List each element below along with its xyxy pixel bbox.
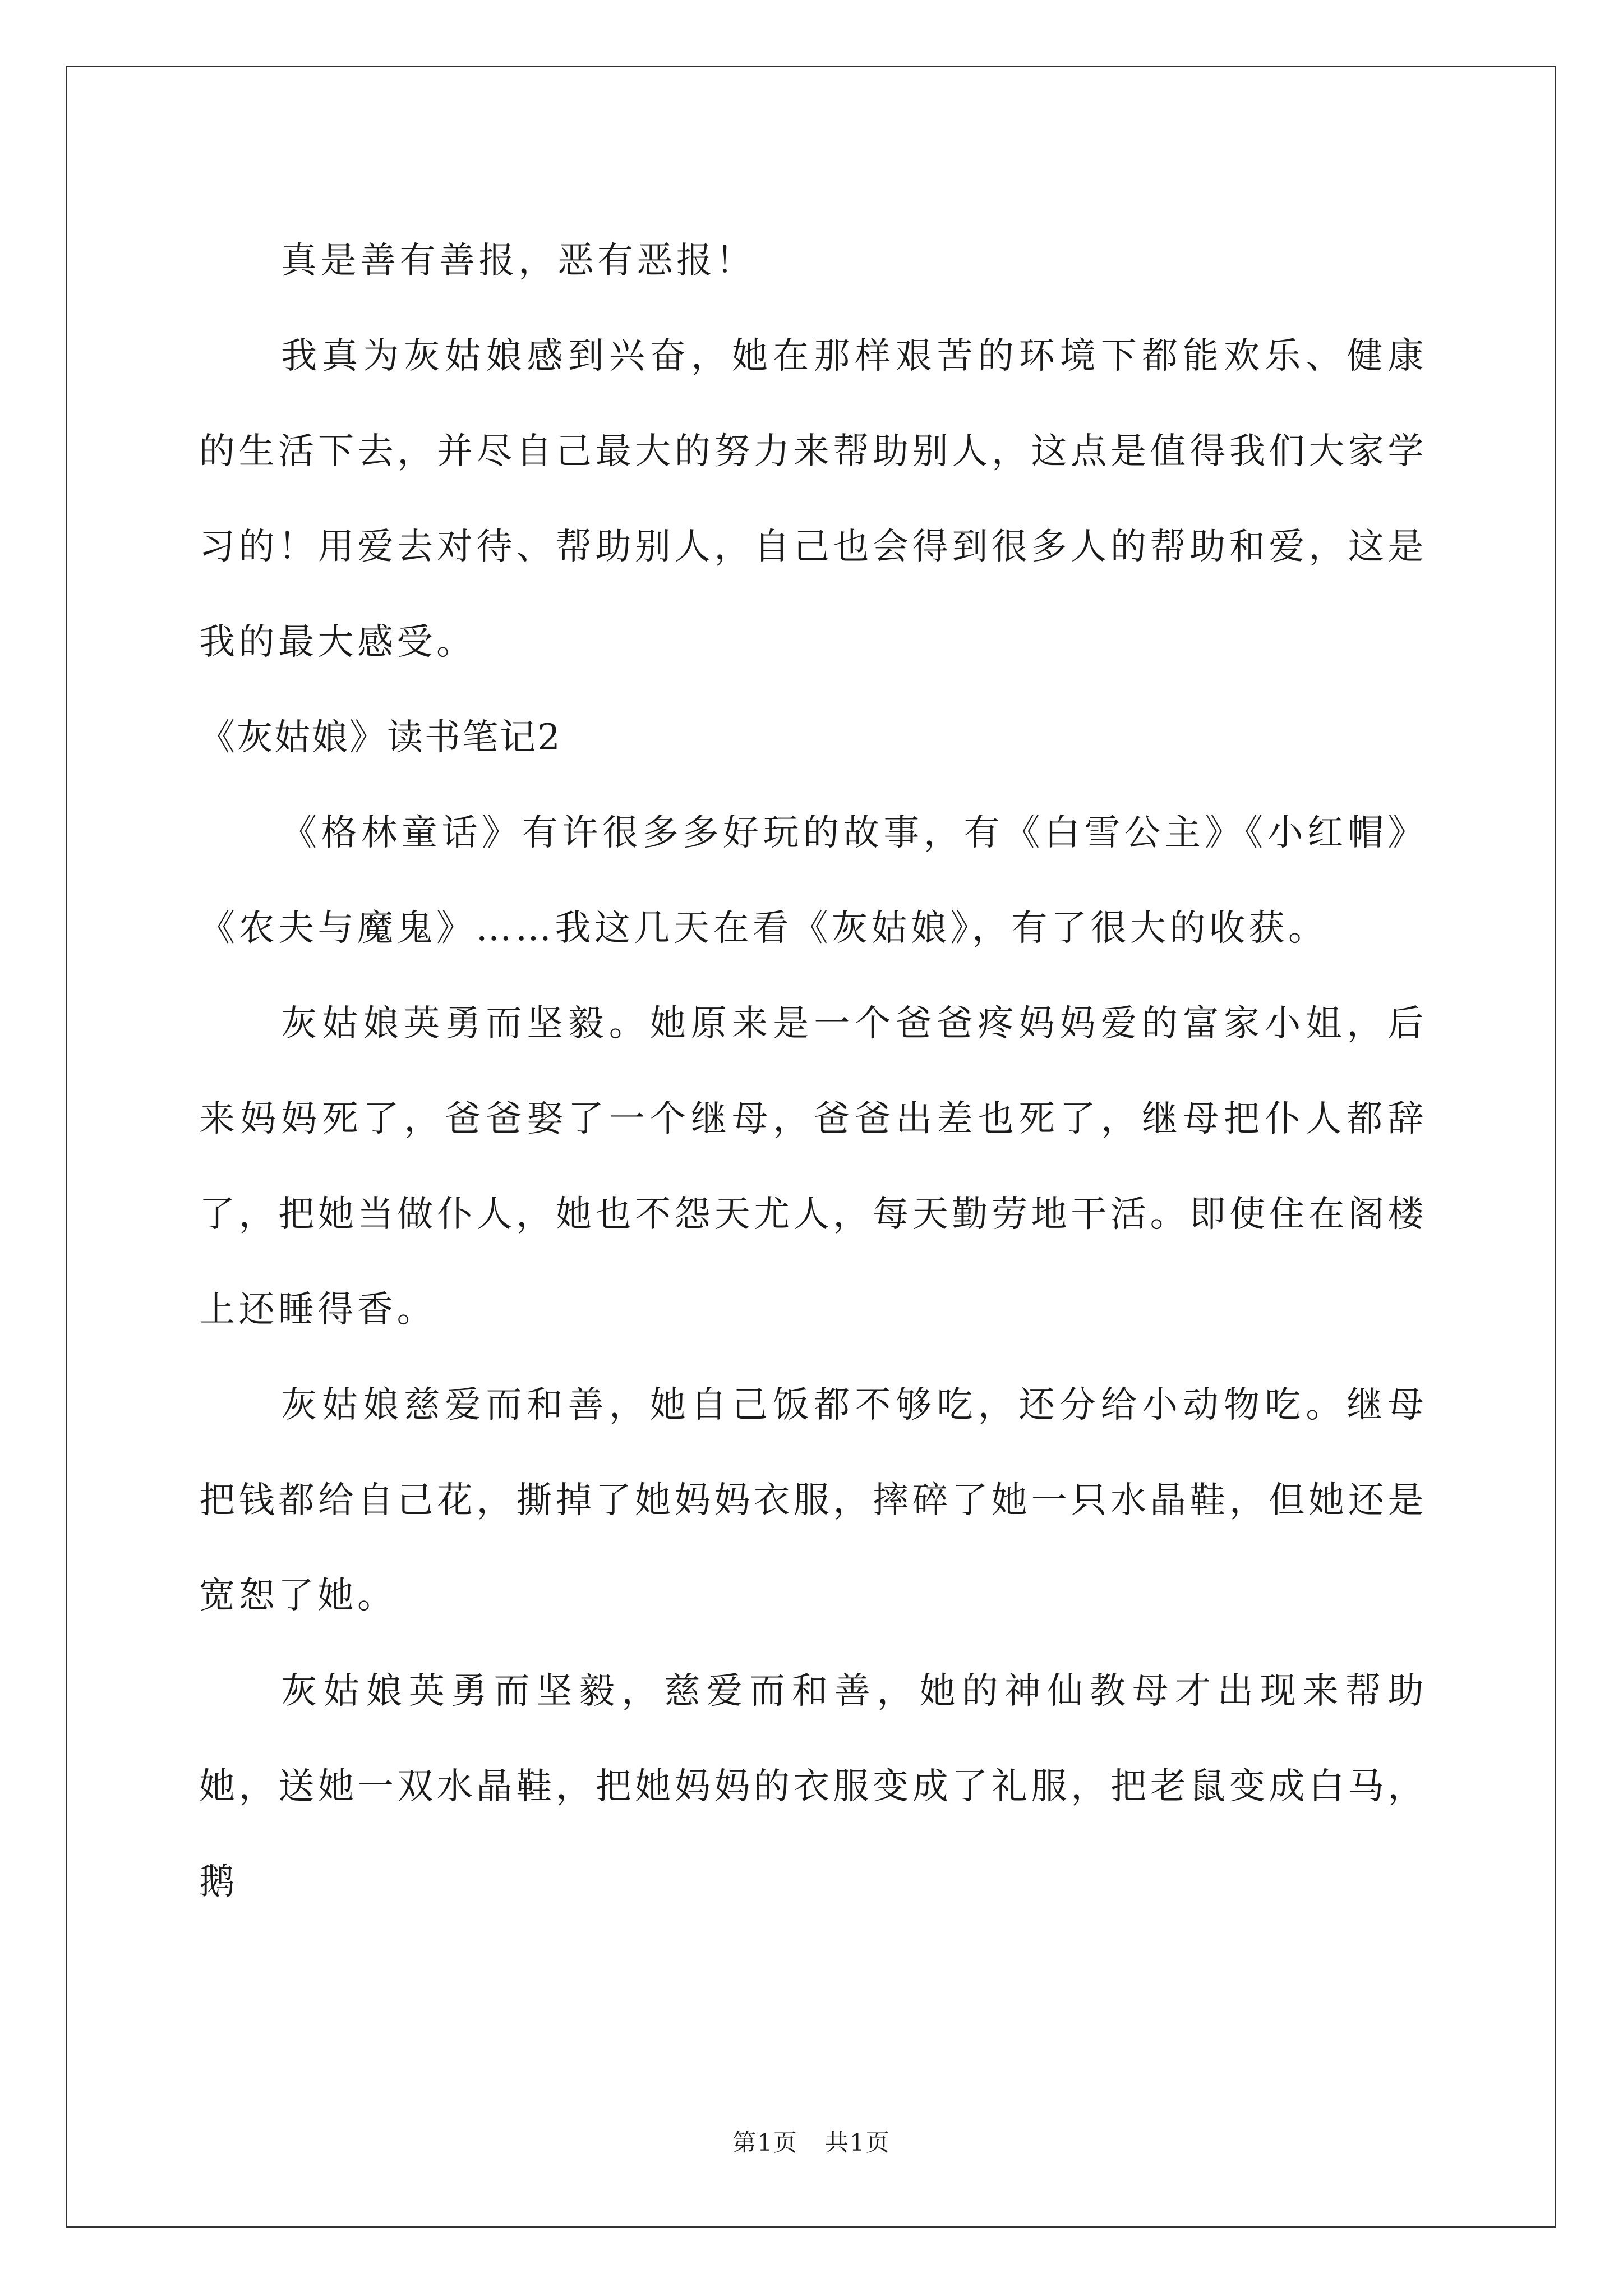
section-heading: 《灰姑娘》读书笔记2 [199, 717, 562, 758]
paragraph: 我真为灰姑娘感到兴奋，她在那样艰苦的环境下都能欢乐、健康的生活下去，并尽自己最大的努力来帮助别人，这点是值得我们大家学习的！用爱去对待、帮助别人，自己也会得到很多人的帮助和爱，这是我的最大感受。 [199, 335, 1427, 663]
paragraph: 灰姑娘英勇而坚毅，慈爱而和善，她的神仙教母才出现来帮助她，送她一双水晶鞋，把她妈妈的衣服变成了礼服，把老鼠变成白马，鹅 [199, 1671, 1427, 1903]
page-number-total: 共1页 [825, 2129, 891, 2156]
document-body [199, 213, 1427, 1930]
paragraph: 灰姑娘慈爱而和善，她自己饭都不够吃，还分给小动物吃。继母把钱都给自己花，撕掉了她妈妈衣服，摔碎了她一只水晶鞋，但她还是宽恕了她。 [199, 1384, 1427, 1617]
paragraph: 真是善有善报，恶有恶报！ [281, 240, 755, 282]
page-footer [0, 2126, 1623, 2160]
paragraph: 《格林童话》有许很多多好玩的故事，有《白雪公主》《小红帽》《农夫与魔鬼》……我这几天在看《灰姑娘》，有了很大的收获。 [199, 812, 1427, 949]
paragraph: 灰姑娘英勇而坚毅。她原来是一个爸爸疼妈妈爱的富家小姐，后来妈妈死了，爸爸娶了一个继母，爸爸出差也死了，继母把仆人都辞了，把她当做仆人，她也不怨天尤人，每天勤劳地干活。即使住在阁楼上还睡得香。 [199, 1003, 1427, 1331]
page-number-current: 第1页 [732, 2129, 798, 2156]
